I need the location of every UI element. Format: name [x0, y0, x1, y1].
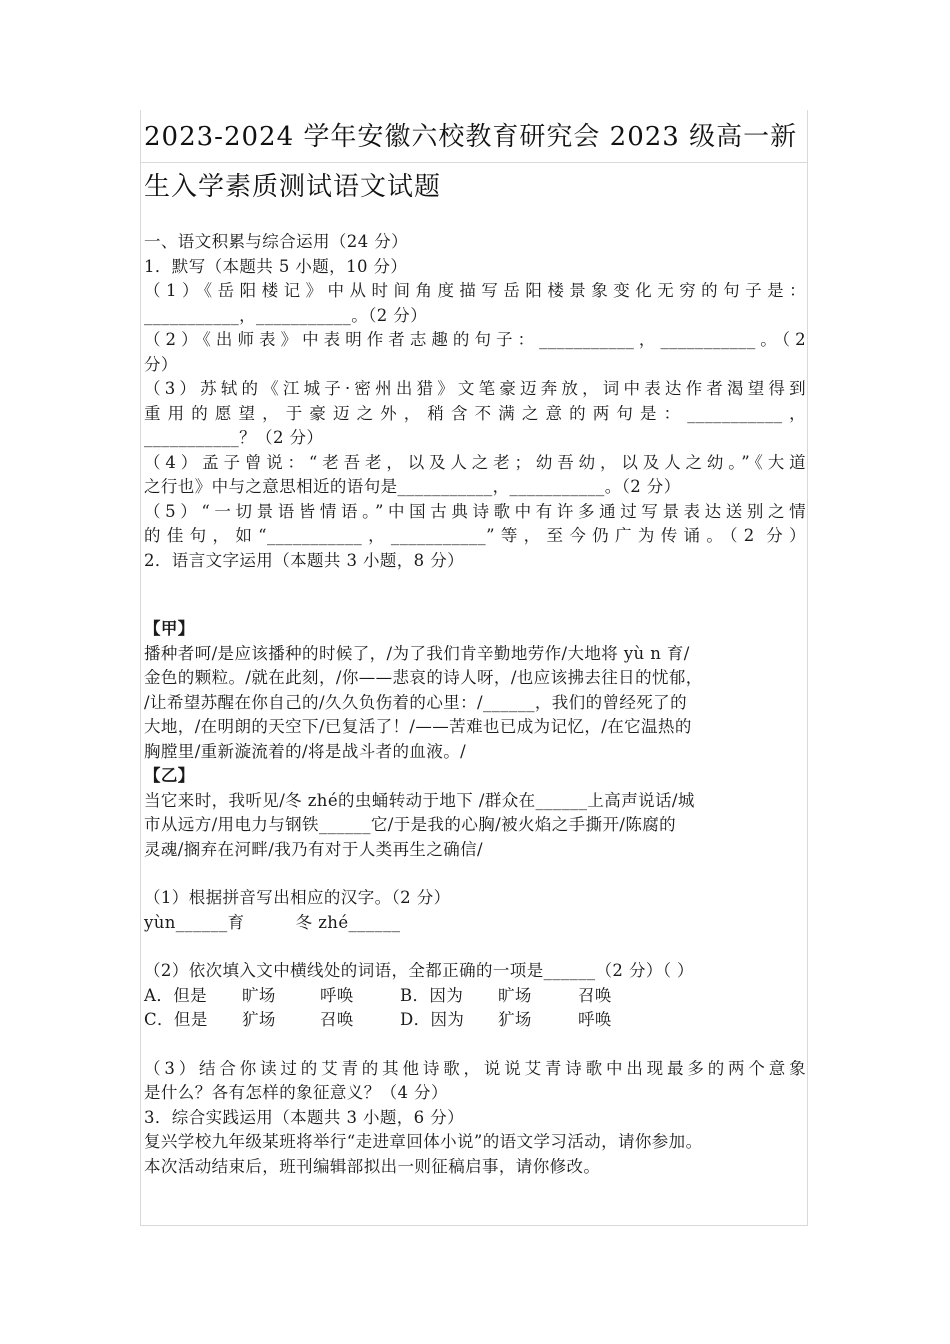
q1-item-3-line-1: （3）苏轼的《江城子·密州出猎》文笔豪迈奔放，词中表达作者渴望得到 — [144, 379, 806, 398]
q1-item-2-line-2: 分） — [144, 354, 178, 374]
poem-jia-line: 胸膛里/重新漩流着的/将是战斗者的血液。/ — [144, 741, 467, 761]
q1-item-1-line-1: （1）《岳阳楼记》中从时间角度描写岳阳楼景象变化无穷的句子是： — [144, 281, 806, 300]
option-a-label: A．但是 — [144, 985, 208, 1005]
poem-jia-line: 播种者呵/是应该播种的时候了，/为了我们肯辛勤地劳作/大地将 yù n 育/ — [144, 643, 690, 663]
option-b-label: B．因为 — [400, 985, 464, 1005]
option-d-word-2: 犷场 — [498, 1010, 532, 1029]
q1-item-3-line-2: 重用的愿望，于豪迈之外，稍含不满之意的两句是：___________， — [144, 403, 806, 423]
poem-jia-label: 【甲】 — [144, 619, 195, 638]
option-d-label: D．因为 — [400, 1010, 465, 1029]
option-c-word-2: 犷场 — [242, 1010, 276, 1029]
q1-item-1-line-2: ___________，___________。（2 分） — [144, 305, 428, 325]
q1-item-2-line-1: （2）《出师表》中表明作者志趣的句子：___________，___________。（2 — [144, 330, 806, 349]
title-divider — [140, 162, 808, 163]
q1-item-3-line-3: ___________？（2 分） — [144, 428, 324, 447]
exam-title-line-2: 生入学素质测试语文试题 — [144, 172, 442, 202]
q2-options-row-1 — [144, 984, 806, 1009]
spacer — [144, 862, 806, 886]
poem-yi-line: 市从远方/用电力与钢铁______它/于是我的心胸/被火焰之手撕开/陈腐的 — [144, 815, 677, 834]
option-c-label: C．但是 — [144, 1010, 208, 1029]
spacer — [144, 1033, 806, 1057]
section-heading: 一、语文积累与综合运用（24 分） — [144, 232, 409, 251]
exam-content — [144, 230, 806, 1179]
spacer — [144, 573, 806, 617]
q2-sub-3-line-2: 是什么？各有怎样的象征意义？（4 分） — [144, 1083, 448, 1102]
poem-jia-line: 金色的颗粒。/就在此刻，/你——悲哀的诗人呀，/也应该拂去往日的忧郁， — [144, 668, 703, 687]
q2-sub-1: （1）根据拼音写出相应的汉字。（2 分） — [144, 888, 451, 907]
option-c-word-3: 召唤 — [320, 1010, 354, 1029]
option-b-word-2: 旷场 — [498, 985, 532, 1005]
option-b-word-3: 召唤 — [578, 985, 612, 1005]
option-a-word-3: 呼唤 — [320, 985, 354, 1005]
q2-sub-1-blanks — [144, 911, 806, 936]
q2-sub-3-line-1: （3）结合你读过的艾青的其他诗歌，说说艾青诗歌中出现最多的两个意象 — [144, 1058, 806, 1078]
q1-item-4-line-2: 之行也》中与之意思相近的语句是___________，___________。（2 分） — [144, 477, 681, 496]
q1-item-5-line-1: （5）“一切景语皆情语。”中国古典诗歌中有许多通过写景表达送别之情 — [144, 501, 806, 521]
poem-yi-line: 当它来时，我听见/冬 zhé的虫蛹转动于地下 /群众在______上高声说话/城 — [144, 790, 695, 810]
poem-jia-line: 大地，/在明朗的天空下/已复活了！/——苦难也已成为记忆，/在它温热的 — [144, 717, 692, 736]
spacer — [144, 935, 806, 959]
poem-yi-label: 【乙】 — [144, 766, 195, 785]
question-3-heading: 3．综合实践运用（本题共 3 小题，6 分） — [144, 1107, 465, 1127]
exam-title-line-1: 2023-2024 学年安徽六校教育研究会 2023 级高一新 — [144, 122, 798, 152]
pinyin-blank-zhe: 冬 zhé______ — [295, 912, 401, 932]
q3-paragraph-line-1: 复兴学校九年级某班将举行“走进章回体小说”的语文学习活动，请你参加。 — [144, 1132, 703, 1151]
question-2-heading: 2．语言文字运用（本题共 3 小题，8 分） — [144, 550, 465, 570]
q1-item-4-line-1: （4）孟子曾说：“老吾老，以及人之老；幼吾幼，以及人之幼。”《大道 — [144, 452, 806, 472]
q2-options-row-2 — [144, 1008, 806, 1033]
pinyin-blank-yun: yùn______育 — [144, 912, 245, 932]
q3-paragraph-line-2: 本次活动结束后，班刊编辑部拟出一则征稿启事，请你修改。 — [144, 1156, 601, 1176]
poem-yi-line: 灵魂/搁弃在河畔/我乃有对于人类再生之确信/ — [144, 839, 483, 859]
poem-jia-line: /让希望苏醒在你自己的/久久负伤着的心里：/______，我们的曾经死了的 — [144, 692, 687, 712]
option-d-word-3: 呼唤 — [578, 1010, 612, 1029]
question-1-heading: 1．默写（本题共 5 小题，10 分） — [144, 256, 408, 276]
q2-sub-2: （2）依次填入文中横线处的词语，全都正确的一项是______（2 分）（ ） — [144, 961, 694, 980]
q1-item-5-line-2: 的佳句，如“___________，___________”等，至今仍广为传诵。（2 分） — [144, 526, 806, 545]
option-a-word-2: 旷场 — [242, 985, 276, 1005]
